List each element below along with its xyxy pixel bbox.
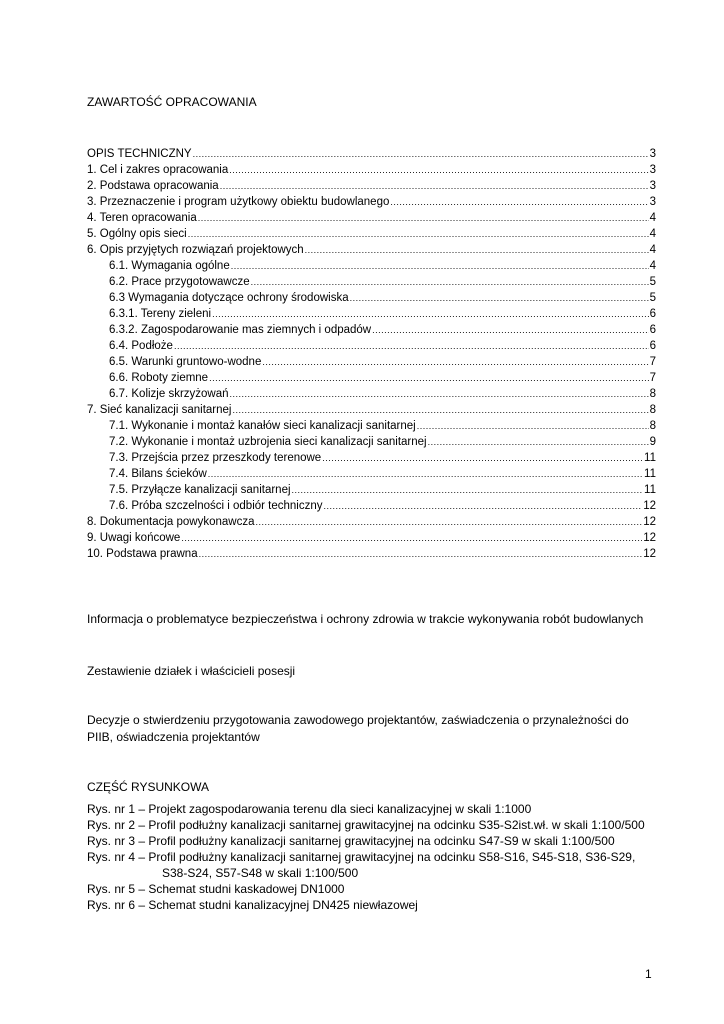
toc-entry[interactable] xyxy=(87,162,656,178)
toc-leader-dots xyxy=(208,466,643,482)
toc-leader-dots xyxy=(292,482,644,498)
toc-entry-label: 7.1. Wykonanie i montaż kanałów sieci kanalizacji sanitarnej xyxy=(109,420,416,432)
toc-entry-label: 7.2. Wykonanie i montaż uzbrojenia sieci kanalizacji sanitarnej xyxy=(109,436,427,448)
toc-leader-dots xyxy=(198,210,649,226)
toc-leader-dots xyxy=(390,194,648,210)
toc-leader-dots xyxy=(209,370,649,386)
toc-entry[interactable] xyxy=(87,514,656,530)
toc-entry-label: 1. Cel i zakres opracowania xyxy=(87,164,229,176)
toc-entry[interactable] xyxy=(87,482,656,498)
toc-entry-label: 8. Dokumentacja powykonawcza xyxy=(87,516,255,528)
toc-entry[interactable] xyxy=(87,434,656,450)
toc-entry[interactable] xyxy=(87,450,656,466)
drawing-item: Rys. nr 5 – Schemat studni kaskadowej DN1000 xyxy=(87,882,345,896)
toc-leader-dots xyxy=(231,258,649,274)
toc-entry-label: 6.2. Prace przygotowawcze xyxy=(109,276,250,288)
toc-entry-label: 6.3 Wymagania dotyczące ochrony środowiska xyxy=(109,292,349,304)
toc-entry-label: 6.3.2. Zagospodarowanie mas ziemnych i odpadów xyxy=(109,324,372,336)
toc-entry-label: 6.6. Roboty ziemne xyxy=(109,372,209,384)
toc-entry[interactable] xyxy=(87,530,656,546)
toc-leader-dots xyxy=(188,226,649,242)
toc-entry[interactable] xyxy=(87,146,656,162)
toc-entry-page: 12 xyxy=(643,500,656,512)
toc-entry-label: 6.3.1. Tereny zieleni xyxy=(109,308,212,320)
document-title: ZAWARTOŚĆ OPRACOWANIA xyxy=(87,95,257,109)
toc-entry-page: 12 xyxy=(643,516,656,528)
toc-entry[interactable] xyxy=(87,402,656,418)
toc-leader-dots xyxy=(428,434,649,450)
drawings-heading: CZĘŚĆ RYSUNKOWA xyxy=(87,780,210,794)
toc-entry-label: 6.7. Kolizje skrzyżowań xyxy=(109,388,229,400)
toc-leader-dots xyxy=(372,322,648,338)
toc-leader-dots xyxy=(199,546,643,562)
toc-entry-label: 7.3. Przejścia przez przeszkody terenowe xyxy=(109,452,322,464)
toc-entry-page: 9 xyxy=(649,436,656,448)
toc-entry-page: 6 xyxy=(649,340,656,352)
toc-entry[interactable] xyxy=(87,226,656,242)
drawing-item: Rys. nr 1 – Projekt zagospodarowania terenu dla sieci kanalizacyjnej w skali 1:1000 xyxy=(87,802,532,816)
toc-entry-label: 6.1. Wymagania ogólne xyxy=(109,260,230,272)
toc-entry-label: OPIS TECHNICZNY xyxy=(87,148,192,160)
toc-entry-label: 10. Podstawa prawna xyxy=(87,548,198,560)
table-of-contents xyxy=(87,146,656,562)
toc-entry-label: 9. Uwagi końcowe xyxy=(87,532,181,544)
toc-entry-label: 2. Podstawa opracowania xyxy=(87,180,219,192)
toc-entry-label: 7. Sieć kanalizacji sanitarnej xyxy=(87,404,232,416)
toc-leader-dots xyxy=(417,418,649,434)
toc-leader-dots xyxy=(174,338,649,354)
drawings-list xyxy=(87,801,657,913)
toc-leader-dots xyxy=(350,290,649,306)
toc-entry[interactable] xyxy=(87,466,656,482)
toc-leader-dots xyxy=(305,242,649,258)
toc-entry-label: 3. Przeznaczenie i program użytkowy obiektu budowlanego xyxy=(87,196,390,208)
toc-entry[interactable] xyxy=(87,242,656,258)
toc-entry-page: 4 xyxy=(649,260,656,272)
drawing-item: Rys. nr 6 – Schemat studni kanalizacyjnej DN425 niewłazowej xyxy=(87,898,418,912)
toc-entry-page: 7 xyxy=(649,372,656,384)
toc-entry-label: 7.6. Próba szczelności i odbiór techniczny xyxy=(109,500,323,512)
toc-entry[interactable] xyxy=(87,418,656,434)
toc-entry-page: 7 xyxy=(649,356,656,368)
toc-entry-label: 6. Opis przyjętych rozwiązań projektowych xyxy=(87,244,304,256)
toc-leader-dots xyxy=(193,146,649,162)
toc-entry-page: 12 xyxy=(643,548,656,560)
toc-entry-page: 11 xyxy=(644,468,656,480)
toc-entry-page: 8 xyxy=(649,404,656,416)
toc-entry-label: 6.5. Warunki gruntowo-wodne xyxy=(109,356,262,368)
toc-entry[interactable] xyxy=(87,306,656,322)
toc-entry-label: 7.5. Przyłącze kanalizacji sanitarnej xyxy=(109,484,291,496)
toc-entry-label: 7.4. Bilans ścieków xyxy=(109,468,207,480)
toc-entry-page: 3 xyxy=(649,148,656,160)
decisions-heading: Decyzje o stwierdzeniu przygotowania zawodowego projektantów, zaświadczenia o przynależności do PIIB, oświadczenia projektantów xyxy=(87,713,629,744)
toc-entry[interactable] xyxy=(87,322,656,338)
toc-entry[interactable] xyxy=(87,338,656,354)
drawing-item: Rys. nr 4 – Profil podłużny kanalizacji sanitarnej grawitacyjnej na odcinku S58-S16, S45-S18, S36-S29, xyxy=(87,850,636,864)
toc-entry[interactable] xyxy=(87,274,656,290)
toc-entry-page: 4 xyxy=(649,212,656,224)
toc-entry-page: 8 xyxy=(649,388,656,400)
toc-entry-label: 4. Teren opracowania xyxy=(87,212,197,224)
toc-entry[interactable] xyxy=(87,290,656,306)
toc-leader-dots xyxy=(255,514,642,530)
toc-entry-page: 4 xyxy=(649,244,656,256)
toc-entry[interactable] xyxy=(87,386,656,402)
toc-leader-dots xyxy=(322,450,643,466)
toc-leader-dots xyxy=(232,402,648,418)
toc-entry[interactable] xyxy=(87,370,656,386)
toc-entry-page: 3 xyxy=(649,164,656,176)
toc-entry[interactable] xyxy=(87,354,656,370)
toc-leader-dots xyxy=(229,162,648,178)
toc-entry[interactable] xyxy=(87,546,656,562)
toc-entry[interactable] xyxy=(87,210,656,226)
toc-leader-dots xyxy=(212,306,649,322)
toc-entry-page: 6 xyxy=(649,324,656,336)
toc-entry-page: 11 xyxy=(644,452,656,464)
toc-entry-page: 6 xyxy=(649,308,656,320)
toc-leader-dots xyxy=(262,354,648,370)
toc-leader-dots xyxy=(181,530,642,546)
toc-entry-page: 11 xyxy=(644,484,656,496)
toc-entry[interactable] xyxy=(87,498,656,514)
toc-entry-page: 3 xyxy=(649,196,656,208)
toc-entry-page: 5 xyxy=(649,276,656,288)
toc-entry-page: 12 xyxy=(643,532,656,544)
plots-owners-heading: Zestawienie działek i właścicieli posesji xyxy=(87,664,296,678)
drawing-item: Rys. nr 3 – Profil podłużny kanalizacji sanitarnej grawitacyjnej na odcinku S47-S9 w skali 1:100/500 xyxy=(87,834,615,848)
toc-entry-page: 4 xyxy=(649,228,656,240)
toc-entry-page: 8 xyxy=(649,420,656,432)
drawing-item-continuation: S38-S24, S57-S48 w skali 1:100/500 xyxy=(162,866,359,880)
toc-entry[interactable] xyxy=(87,178,656,194)
toc-leader-dots xyxy=(251,274,649,290)
toc-entry-page: 3 xyxy=(649,180,656,192)
page-number: 1 xyxy=(645,967,652,981)
toc-leader-dots xyxy=(230,386,649,402)
toc-entry[interactable] xyxy=(87,194,656,210)
toc-entry-label: 5. Ogólny opis sieci xyxy=(87,228,187,240)
toc-leader-dots xyxy=(220,178,649,194)
toc-entry-label: 6.4. Podłoże xyxy=(109,340,173,352)
toc-entry-page: 5 xyxy=(649,292,656,304)
drawing-item: Rys. nr 2 – Profil podłużny kanalizacji sanitarnej grawitacyjnej na odcinku S35-S2ist.wł. w skali 1:100/500 xyxy=(87,818,645,832)
toc-leader-dots xyxy=(324,498,643,514)
toc-entry[interactable] xyxy=(87,258,656,274)
safety-info-heading: Informacja o problematyce bezpieczeństwa i ochrony zdrowia w trakcie wykonywania robót budowlanych xyxy=(87,612,644,626)
